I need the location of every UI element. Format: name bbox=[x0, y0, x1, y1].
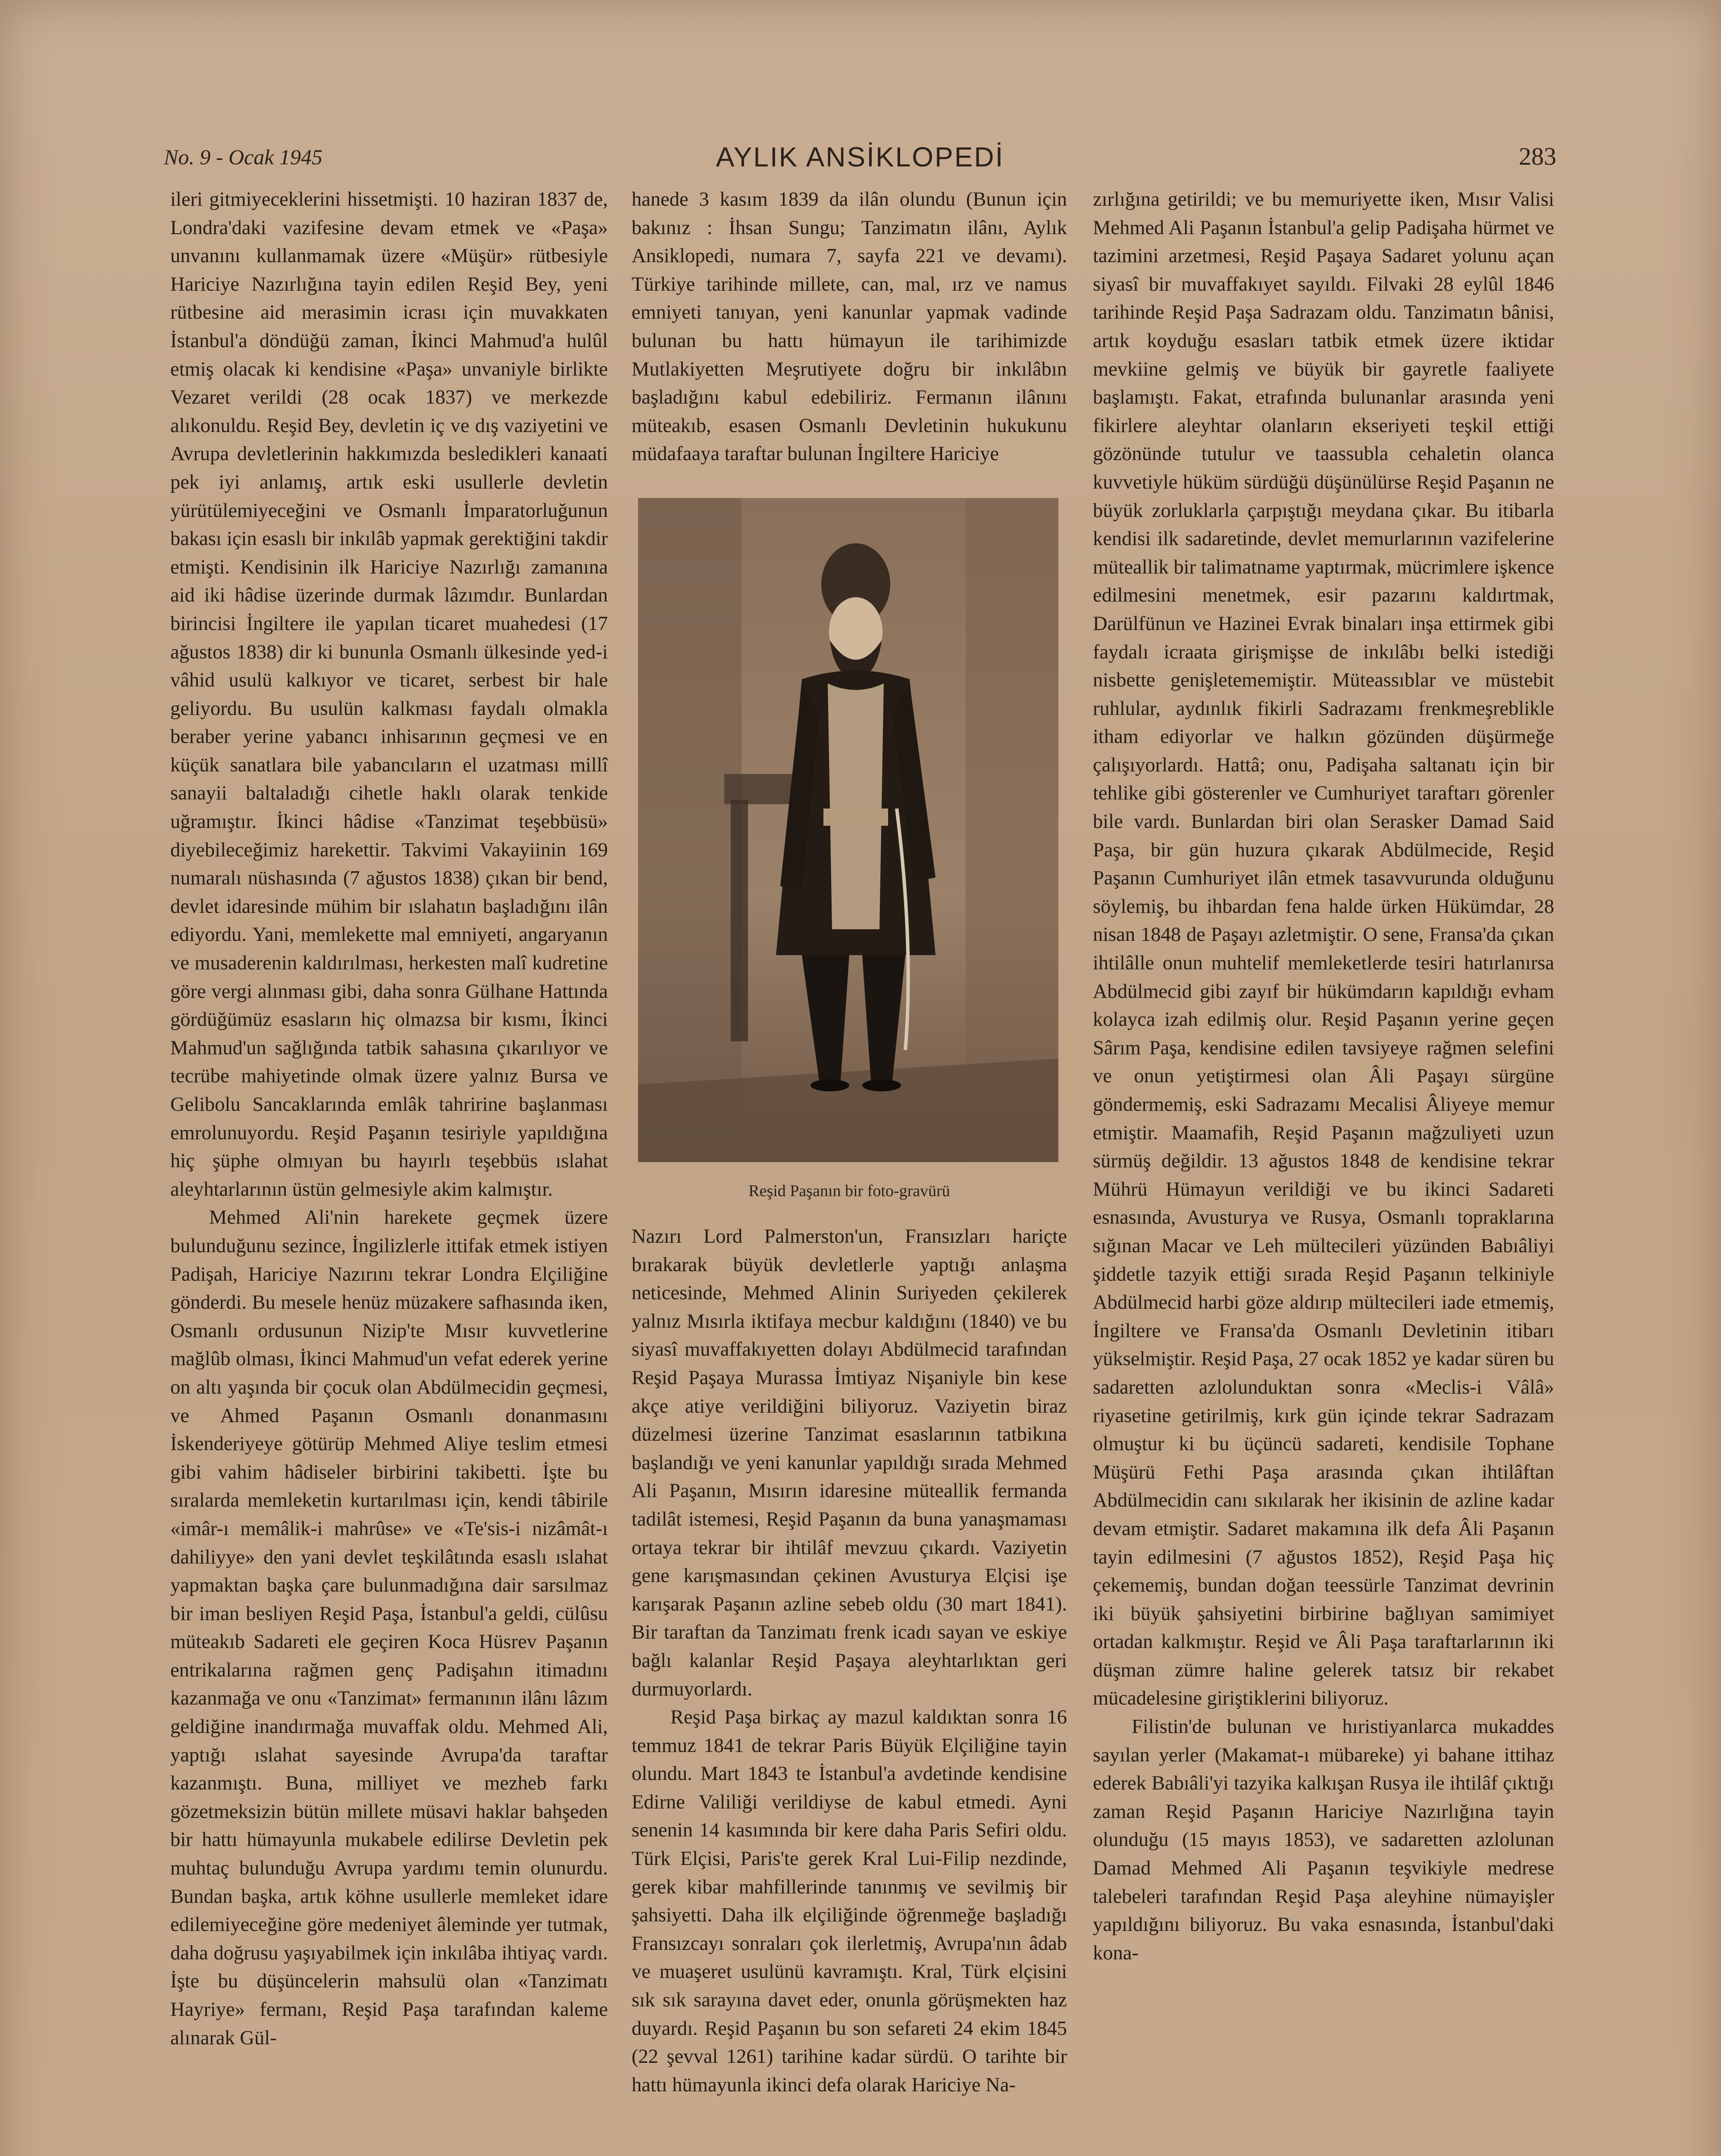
column-2-bottom bbox=[632, 1222, 1067, 2099]
paragraph: Filistin'de bulunan ve hıristiyanlarca mukaddes sayılan yerler (Makamat-ı mübareke) yi bahane ittihaz ederek Babıâli'yi tazyika kalkışan Rusya ile ihtilâf çıktığı zaman Reşid Paşanın Hariciye Nazırlığına tayin olunduğu (15 mayıs 1853), ve sadaretten azlolunan Damad Mehmed Ali Paşanın teşvikiyle medrese talebeleri tarafından Reşid Paşa aleyhine nümayişler yapıldığını biliyoruz. Bu vaka esnasında, İstanbul'daki kona- bbox=[1093, 1716, 1554, 1964]
column-2-top bbox=[632, 185, 1067, 468]
figure-caption: Reşid Paşanın bir foto-gravürü bbox=[748, 1182, 950, 1200]
column-3 bbox=[1093, 185, 1554, 1967]
portrait-engraving bbox=[638, 498, 1058, 1162]
issue-label: No. 9 - Ocak 1945 bbox=[164, 145, 322, 169]
paragraph: Mehmed Ali'nin harekete geçmek üzere bulunduğunu sezince, İngilizlerle ittifak etmek istiyen Padişah, Hariciye Nazırını tekrar Londra Elçiliğine gönderdi. Bu mesele henüz müzakere safhasında iken, Osmanlı ordusunun Nizip'te Mısır kuvvetlerine mağlûb olması, İkinci Mahmud'un vefat ederek yerine on altı yaşında bir çocuk olan Abdülmecidin geçmesi, ve Ahmed Paşanın Osmanlı donanmasını İskenderiyeye götürüp Mehmed Aliye teslim etmesi gibi vahim hâdiseler birbirini takibetti. İşte bu sıralarda memleketin kurtarılması için, kendi tâbirile «imâr-ı memâlik-i mahrûse» ve «Te'sis-i nizâmât-ı dahiliyye» den yani devlet teşkilâtında esaslı ıslahat yapmaktan başka çare bulunmadığına dair sarsılmaz bir iman besliyen Reşid Paşa, İstanbul'a geldi, cülûsu müteakıb Sadareti ele geçiren Koca Hüsrev Paşanın entrikalarına rağmen genç Padişahın itimadını kazanmağa ve onu «Tanzimat» fermanının ilânı lâzım geldiğine inandırmağa muvaffak oldu. Mehmed Ali, yaptığı ıslahat sayesinde Avrupa'da taraftar kazanmıştı. Buna, milliyet ve mezheb farkı gözetmeksizin bütün millete müsavi haklar bahşeden bir hattı hümayunla mukabele edilirse Devletin pek muhtaç bulunduğu Avrupa yardımı temin olunurdu. Bundan başka, artık köhne usullerle memleket idare edilemiyeceğine göre medeniyet âleminde yer tutmak, daha doğrusu yaşıyabilmek için inkılâba ihtiyaç vardı. İşte bu düşüncelerin mahsulü olan «Tanzimatı Hayriye» fermanı, Reşid Paşa tarafından kaleme alınarak Gül- bbox=[170, 1206, 608, 2049]
page-number: 283 bbox=[1519, 142, 1556, 170]
paragraph: Nazırı Lord Palmerston'un, Fransızları hariçte bırakarak büyük devletlerle yaptığı anlaşma neticesinde, Mehmed Alinin Suriyeden çekilerek yalnız Mısırla iktifaya mecbur kaldığını (1840) ve bu siyasî muvaffakıyetten dolayı Abdülmecid tarafından Reşid Paşaya Murassa İmtiyaz Nişaniyle bin kese akçe atiye verildiğini biliyoruz. Vaziyetin biraz düzelmesi üzerine Tanzimat esaslarının tatbikına başlandığı ve yeni kanunlar yapıldığı sırada Mehmed Ali Paşanın, Mısırın idaresine müteallik fermanda tadilât istemesi, Reşid Paşanın da buna yanaşmaması ortaya tekrar bir ihtilâf mevzuu çıkardı. Vaziyetin gene karışmasından çekinen Avusturya Elçisi işe karışarak Paşanın azline sebeb oldu (30 mart 1841). Bir taraftan da Tanzimatı frenk icadı sayan ve eskiye bağlı kalanlar Reşid Paşaya aleyhtarlıktan geri durmuyorlardı. bbox=[632, 1225, 1067, 1700]
paragraph: Reşid Paşa birkaç ay mazul kaldıktan sonra 16 temmuz 1841 de tekrar Paris Büyük Elçiliğine tayin olundu. Mart 1843 te İstanbul'a avdetinde kendisine Edirne Valiliği verildiyse de kabul etmedi. Ayni senenin 14 kasımında bir kere daha Paris Sefiri oldu. Türk Elçisi, Paris'te gerek Kral Lui-Filip nezdinde, gerek kibar mahfillerinde tanınmış ve sevilmiş bir şahsiyetti. Daha ilk elçiliğinde öğrenmeğe başladığı Fransızcayı sonraları çok ilerletmiş, Avrupa'nın âdab ve muaşeret usulünü kavramıştı. Kral, Türk elçisini sık sık sarayına davet eder, onunla görüşmekten haz duyardı. Reşid Paşanın bu son sefareti 24 ekim 1845 (22 şevval 1261) tarihine kadar sürdü. O tarihte bir hattı hümayunla ikinci defa olarak Hariciye Na- bbox=[632, 1706, 1067, 2096]
paragraph: hanede 3 kasım 1839 da ilân olundu (Bunun için bakınız : İhsan Sungu; Tanzimatın ilânı, Aylık Ansiklopedi, numara 7, sayfa 221 ve devamı). Türkiye tarihinde millete, can, mal, ırz ve namus emniyeti tanıyan, yeni kanunlar yapmak vadinde bulunan bu hattı hümayun ile tarihimizde Mutlakiyetten Meşrutiyete doğru bir inkılâbın başladığını kabul edebiliriz. Fermanın ilânını müteakıb, esasen Osmanlı Devletinin hukukunu müdafaaya taraftar bulunan İngiltere Hariciye bbox=[632, 188, 1067, 465]
page-header bbox=[164, 141, 1556, 183]
paragraph: ileri gitmiyeceklerini hissetmişti. 10 haziran 1837 de, Londra'daki vazifesine devam etmek ve «Paşa» unvanını kullanmamak üzere «Müşür» rütbesiyle Hariciye Nazırlığına tayin edilen Reşid Bey, yeni rütbesine aid merasimin icrası için muvakkaten İstanbul'a döndüğü zaman, İkinci Mahmud'a hulûl etmiş olacak ki kendisine «Paşa» unvaniyle birlikte Vezaret verildi (28 ocak 1837) ve merkezde alıkonuldu. Reşid Bey, devletin iç ve dış vaziyetini ve Avrupa devletlerinin hakkımızda besledikleri kanaati pek iyi anlamış, artık eski usullerle devletin yürütülemiyeceğini ve Osmanlı İmparatorluğunun bakası için esaslı bir inkılâb yapmak gerektiğini takdir etmişti. Kendisinin ilk Hariciye Nazırlığı zamanına aid iki hâdise üzerinde durmak lâzımdır. Bunlardan birincisi İngiltere ile yapılan ticaret muahedesi (17 ağustos 1838) dir ki bununla Osmanlı ülkesinde yed-i vâhid usulü kalkıyor ve ticaret, serbest bir hale geliyordu. Bu usulün kalkması faydalı olmakla beraber yerine yabancı inhisarının geçmesi ve en küçük sanatlara bile yabancıların el uzatması millî sanayii baltaladığı cihetle haklı olarak tenkide uğramıştır. İkinci hâdise «Tanzimat teşebbüsü» diyebileceğimiz harekettir. Takvimi Vakayiinin 169 numaralı nüshasında (7 ağustos 1838) çıkan bir bend, devlet idaresinde mühim bir ıslahatın başladığını ilân ediyordu. Yani, memlekette mal emniyeti, angaryanın ve musaderenin kaldırılması, herkesten malî kudretine göre vergi alınması gibi, daha sonra Gülhane Hattında gördüğümüz esasların hiç olmazsa bir kısmı, İkinci Mahmud'un sağlığında tatbik sahasına çıkarılıyor ve tecrübe mahiyetinde olmak üzere yalnız Bursa ve Gelibolu Sancaklarında emlâk tahririne başlanması emrolunuyordu. Reşid Paşanın tesiriyle yapıldığına hiç şüphe olmıyan bu hayırlı teşebbüs ıslahat aleyhtarlarının üstün gelmesiyle akim kalmıştır. bbox=[170, 188, 608, 1200]
paragraph: zırlığına getirildi; ve bu memuriyette iken, Mısır Valisi Mehmed Ali Paşanın İstanbul'a gelip Padişaha hürmet ve tazimini arzetmesi, Reşid Paşaya Sadaret yolunu açan siyasî bir muvaffakıyet sayıldı. Filvaki 28 eylûl 1846 tarihinde Reşid Paşa Sadrazam oldu. Tanzimatın bânisi, artık koyduğu esasları tatbik etmek üzere iktidar mevkiine gelmiş ve büyük bir gayretle faaliyete başlamıştı. Fakat, etrafında bulunanlar arasında yeni fikirlere aleyhtar olanların ekseriyeti teşkil ettiği gözönünde tutulur ve taassubla cehaletin olanca kuvvetiyle hüküm sürdüğü düşünülürse Reşid Paşanın ne büyük zorluklarla çarpıştığı meydana çıkar. Bu itibarla kendisi ilk sadaretinde, devlet memurlarının vazifelerine müteallik bir talimatname yaptırmak, mücrimlere işkence edilmesini menetmek, esir pazarını kaldırtmak, Darülfünun ve Hazinei Evrak binaları inşa ettirmek gibi faydalı icraata girişmişse de inkılâbı belki istediği nisbette genişletememiştir. Müteassıblar ve müstebit ruhlular, aydınlık fikirli Sadrazamı frenkmeşreblikle itham ediyorlar ve halkın gözünden düşürmeğe çalışıyorlardı. Hattâ; onu, Padişaha saltanatı için bir tehlike gibi gösterenler ve Cumhuriyet taraftarı görenler bile vardı. Bunlardan biri olan Serasker Damad Said Paşa, bir gün huzura çıkarak Abdülmecide, Reşid Paşanın Cumhuriyet ilân etmek tasavvurunda olduğunu söylemiş, bu ihbardan fena halde ürken Hükümdar, 28 nisan 1848 de Paşayı azletmiştir. O sene, Fransa'da çıkan ihtilâlle onun muhtelif memleketlerde tesiri hatırlanırsa Abdülmecid gibi zayıf bir hükümdarın kapıldığı evham kolayca izah edilmiş olur. Reşid Paşanın yerine geçen Sârım Paşa, kendisine edilen tavsiyeye rağmen selefini ve onun yetiştirmesi olan Âli Paşayı sürgüne göndermemiş, eski Sadrazamı Mecalisi Âliyeye memur etmiştir. Maamafih, Reşid Paşanın mağzuliyeti uzun sürmüş değildir. 13 ağustos 1848 de kendisine tekrar Mührü Hümayun verildiği ve bu ikinci Sadareti esnasında, Avusturya ve Rusya, Osmanlı topraklarına sığınan Macar ve Leh mültecileri yüzünden Babıâliyi şiddetle tazyik ettiği sırada Reşid Paşanın telkiniyle Abdülmecid harbi göze aldırıp mültecileri iade etmemiş, İngiltere ve Fransa'da Osmanlı Devletinin itibarı yükselmiştir. Reşid Paşa, 27 ocak 1852 ye kadar süren bu sadaretten azlolunduktan sonra «Meclis-i Vâlâ» riyasetine getirilmiş, kırk gün içinde tekrar Sadrazam olmuştur ki bu üçüncü sadareti, kendisile Tophane Müşürü Fethi Paşa arasında çıkan ihtilâftan Abdülmecidin canı sıkılarak her ikisinin de azline kadar devam etmiştir. Sadaret makamına ilk defa Âli Paşanın tayin edilmesini (7 ağustos 1852), Reşid Paşa hiç çekememiş, bundan doğan teessürle Tanzimat devrinin iki büyük şahsiyetini birbirine bağlıyan samimiyet ortadan kalkmıştır. Reşid ve Âli Paşa taraftarlarının iki düşman zümre haline gelerek tatsız bir rekabet mücadelesine giriştiklerini biliyoruz. bbox=[1093, 188, 1554, 1710]
portrait-figure bbox=[629, 498, 1069, 1210]
column-1 bbox=[170, 185, 608, 2052]
journal-title: AYLIK ANSİKLOPEDİ bbox=[716, 141, 1004, 172]
